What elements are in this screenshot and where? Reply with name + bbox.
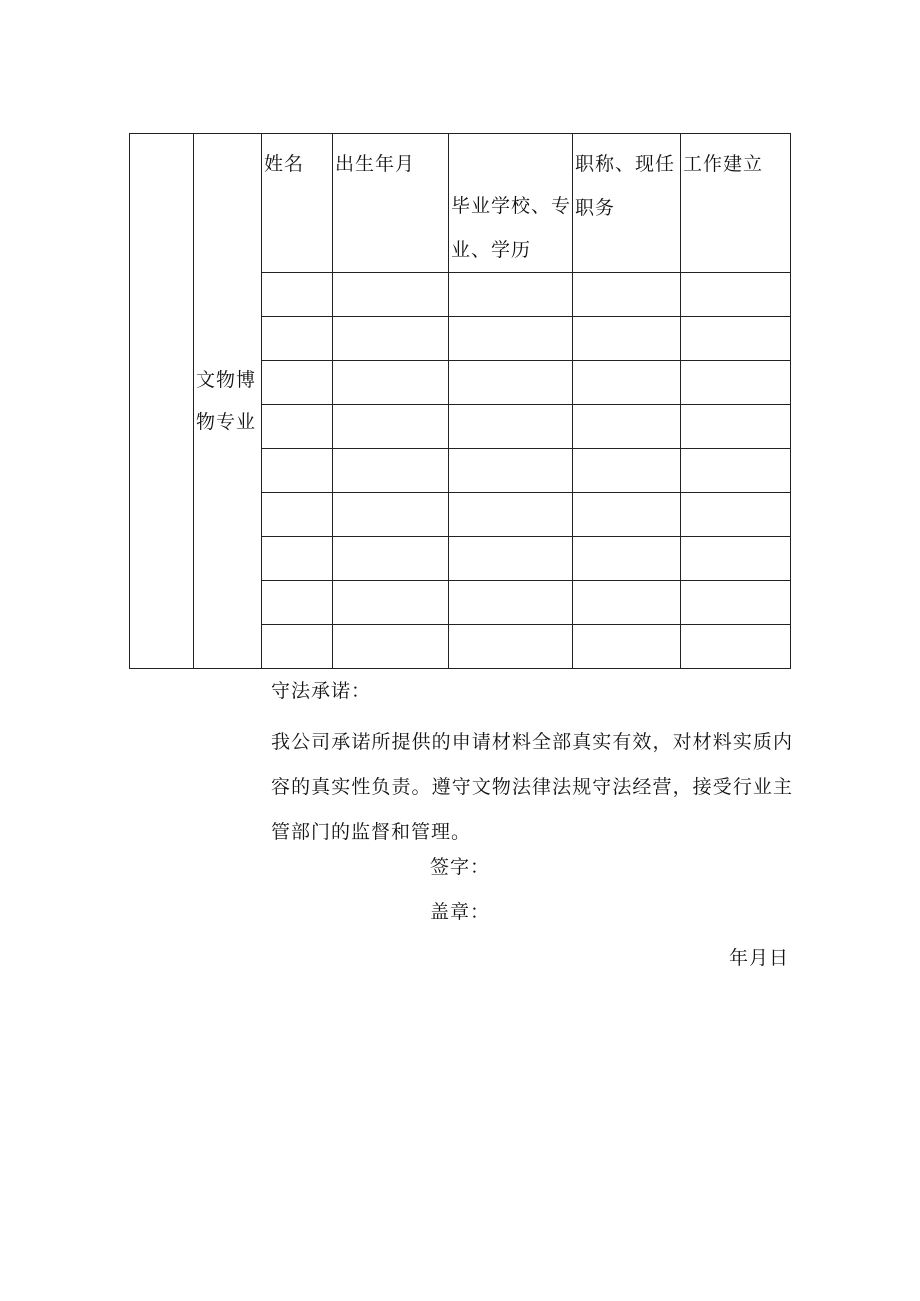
header-birth-cell	[333, 134, 449, 273]
header-title: 职称、现任职务	[575, 153, 676, 219]
birth-cell[interactable]	[333, 405, 449, 449]
header-education: 毕业学校、专业、学历	[451, 195, 572, 261]
name-cell[interactable]	[262, 625, 333, 669]
work-cell[interactable]	[681, 581, 791, 625]
education-cell[interactable]	[449, 449, 573, 493]
header-work: 工作建立	[683, 153, 764, 175]
birth-cell[interactable]	[333, 625, 449, 669]
birth-cell[interactable]	[333, 273, 449, 317]
pledge-body: 我公司承诺所提供的申请材料全部真实有效，对材料实质内容的真实性负责。遵守文物法律法规守法经营，接受行业主管部门的监督和管理。	[271, 731, 793, 843]
birth-cell[interactable]	[333, 317, 449, 361]
staff-table	[129, 133, 791, 669]
birth-cell[interactable]	[333, 581, 449, 625]
title-cell[interactable]	[573, 405, 681, 449]
name-cell[interactable]	[262, 273, 333, 317]
name-cell[interactable]	[262, 361, 333, 405]
name-cell[interactable]	[262, 581, 333, 625]
header-title-cell	[573, 134, 681, 273]
name-cell[interactable]	[262, 449, 333, 493]
date-label: 年月日	[728, 947, 789, 969]
title-cell[interactable]	[573, 361, 681, 405]
work-cell[interactable]	[681, 405, 791, 449]
education-cell[interactable]	[449, 581, 573, 625]
education-cell[interactable]	[449, 317, 573, 361]
pledge-heading: 守法承诺：	[271, 680, 372, 702]
name-cell[interactable]	[262, 405, 333, 449]
pledge-section	[271, 676, 793, 855]
header-name: 姓名	[264, 153, 305, 175]
birth-cell[interactable]	[333, 493, 449, 537]
header-birth: 出生年月	[335, 153, 416, 175]
education-cell[interactable]	[449, 625, 573, 669]
signature-label: 签字：	[430, 856, 491, 878]
education-cell[interactable]	[449, 405, 573, 449]
work-cell[interactable]	[681, 493, 791, 537]
table-header-row	[130, 134, 791, 273]
birth-cell[interactable]	[333, 537, 449, 581]
education-cell[interactable]	[449, 493, 573, 537]
name-cell[interactable]	[262, 493, 333, 537]
birth-cell[interactable]	[333, 361, 449, 405]
title-cell[interactable]	[573, 317, 681, 361]
education-cell[interactable]	[449, 361, 573, 405]
work-cell[interactable]	[681, 537, 791, 581]
title-cell[interactable]	[573, 493, 681, 537]
work-cell[interactable]	[681, 273, 791, 317]
work-cell[interactable]	[681, 449, 791, 493]
seal-label: 盖章：	[430, 901, 491, 923]
category-cell	[194, 134, 262, 669]
work-cell[interactable]	[681, 625, 791, 669]
category-label: 文物博物专业	[196, 369, 257, 433]
education-cell[interactable]	[449, 273, 573, 317]
header-work-cell	[681, 134, 791, 273]
title-cell[interactable]	[573, 449, 681, 493]
header-name-cell	[262, 134, 333, 273]
header-education-cell	[449, 134, 573, 273]
title-cell[interactable]	[573, 273, 681, 317]
title-cell[interactable]	[573, 581, 681, 625]
education-cell[interactable]	[449, 537, 573, 581]
title-cell[interactable]	[573, 625, 681, 669]
name-cell[interactable]	[262, 317, 333, 361]
birth-cell[interactable]	[333, 449, 449, 493]
work-cell[interactable]	[681, 361, 791, 405]
work-cell[interactable]	[681, 317, 791, 361]
title-cell[interactable]	[573, 537, 681, 581]
name-cell[interactable]	[262, 537, 333, 581]
blank-left-cell	[130, 134, 194, 669]
